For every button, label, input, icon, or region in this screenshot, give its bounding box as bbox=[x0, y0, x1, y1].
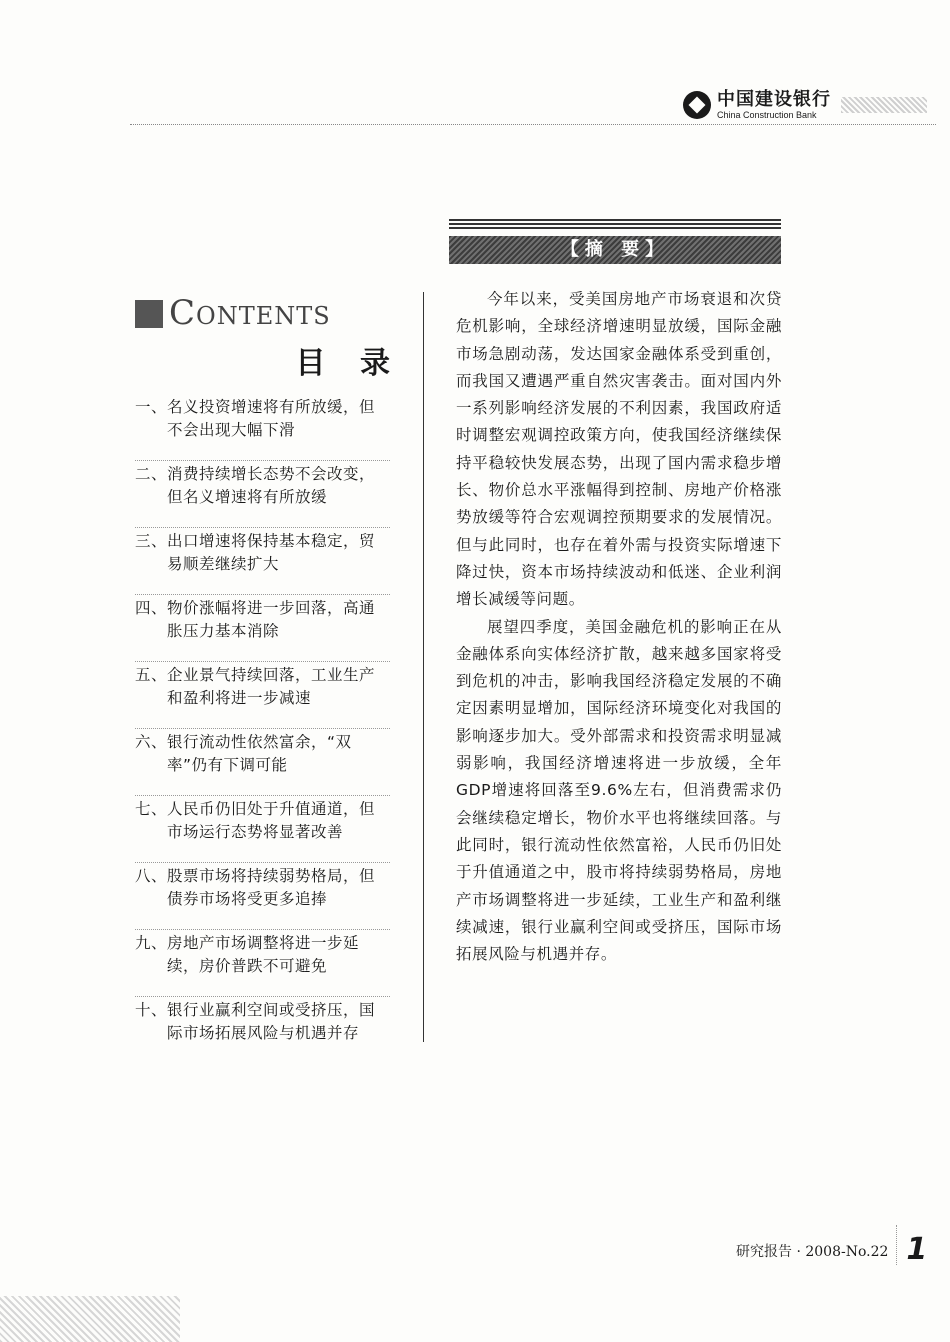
abstract-heading: 【摘 要】 bbox=[449, 236, 781, 264]
toc-number: 七、 bbox=[135, 800, 168, 818]
contents-title-en: Contents bbox=[169, 293, 331, 333]
toc-item-1[interactable] bbox=[135, 394, 390, 461]
footer-divider bbox=[896, 1225, 898, 1265]
toc-item-4[interactable] bbox=[135, 595, 390, 662]
contents-title bbox=[135, 293, 390, 333]
contents-heading bbox=[135, 293, 402, 382]
column-divider bbox=[423, 292, 424, 1042]
toc-title: 消费持续增长态势不会改变，但名义增速将有所放缓 bbox=[167, 465, 376, 506]
publication-info: 研究报告 · 2008-No.22 bbox=[736, 1244, 889, 1260]
page-footer bbox=[736, 1225, 927, 1265]
toc-number: 三、 bbox=[135, 532, 168, 550]
abstract-paragraph-2: 展望四季度，美国金融危机的影响正在从金融体系向实体经济扩散，越来越多国家将受到危机的冲击，影响我国经济稳定发展的不确定因素明显增加，国际经济环境变化对我国的影响逐步加大。受外部需求和投资需求明显减弱影响，我国经济增速将进一步放缓，全年GDP增速将回落至9.6%左右，但消费需求仍会继续稳定增长，物价水平也将继续回落。与此同时，银行流动性依然富裕，人民币仍旧处于升值通道之中，股市将持续弱势格局，房地产市场调整将进一步延续，工业生产和盈利继续减速，银行业赢利空间或受挤压，国际市场拓展风险与机遇并存。 bbox=[456, 617, 782, 964]
toc-number: 四、 bbox=[135, 599, 168, 617]
toc-number: 一、 bbox=[135, 398, 168, 416]
abstract-body bbox=[456, 286, 782, 968]
toc-number: 六、 bbox=[135, 733, 168, 751]
toc-number: 十、 bbox=[135, 1001, 168, 1019]
abstract-rules bbox=[449, 219, 781, 231]
toc-item-5[interactable] bbox=[135, 662, 390, 729]
toc-item-7[interactable] bbox=[135, 796, 390, 863]
toc-number: 二、 bbox=[135, 465, 168, 483]
bank-name-en: China Construction Bank bbox=[717, 109, 817, 120]
toc-item-8[interactable] bbox=[135, 863, 390, 930]
toc-item-9[interactable] bbox=[135, 930, 390, 997]
toc-title: 企业景气持续回落，工业生产和盈利将进一步减速 bbox=[167, 666, 376, 707]
abstract-paragraph-1: 今年以来，受美国房地产市场衰退和次贷危机影响，全球经济增速明显放缓，国际金融市场急剧动荡，发达国家金融体系受到重创，而我国又遭遇严重自然灾害袭击。面对国内外一系列影响经济发展的不利因素，我国政府适时调整宏观调控政策方向，使我国经济继续保持平稳较快发展态势，出现了国内需求稳步增长、物价总水平涨幅得到控制、房地产价格涨势放缓等符合宏观调控预期要求的发展情况。但与此同时，也存在着外需与投资实际增速下降过快，资本市场持续波动和低迷、企业利润增长减缓等问题。 bbox=[456, 290, 782, 609]
page-number: 1 bbox=[906, 1232, 928, 1267]
toc-title: 银行业赢利空间或受挤压，国际市场拓展风险与机遇并存 bbox=[167, 1001, 376, 1042]
table-of-contents bbox=[135, 394, 390, 1064]
bank-name-cn: 中国建设银行 bbox=[717, 88, 831, 110]
toc-number: 九、 bbox=[135, 934, 168, 952]
toc-title: 房地产市场调整将进一步延续，房价普跌不可避免 bbox=[167, 934, 360, 975]
toc-title: 出口增速将保持基本稳定，贸易顺差继续扩大 bbox=[167, 532, 376, 573]
bank-logo bbox=[683, 88, 927, 122]
header-decoration bbox=[841, 97, 927, 113]
toc-title: 名义投资增速将有所放缓，但不会出现大幅下滑 bbox=[167, 398, 376, 439]
toc-title: 人民币仍旧处于升值通道，但市场运行态势将显著改善 bbox=[167, 800, 376, 841]
corner-decoration bbox=[0, 1296, 180, 1342]
contents-title-cn: 目 录 bbox=[295, 346, 402, 381]
toc-number: 八、 bbox=[135, 867, 168, 885]
bank-name bbox=[717, 88, 831, 120]
square-icon bbox=[135, 300, 163, 328]
toc-title: 物价涨幅将进一步回落，高通胀压力基本消除 bbox=[167, 599, 376, 640]
toc-item-2[interactable] bbox=[135, 461, 390, 528]
toc-number: 五、 bbox=[135, 666, 168, 684]
header-rule bbox=[130, 124, 936, 125]
ccb-logo-icon bbox=[683, 91, 711, 119]
toc-title: 银行流动性依然富余，“双率”仍有下调可能 bbox=[167, 733, 352, 774]
toc-item-3[interactable] bbox=[135, 528, 390, 595]
toc-item-10[interactable] bbox=[135, 997, 390, 1064]
toc-item-6[interactable] bbox=[135, 729, 390, 796]
toc-title: 股票市场将持续弱势格局，但债券市场将受更多追捧 bbox=[167, 867, 376, 908]
